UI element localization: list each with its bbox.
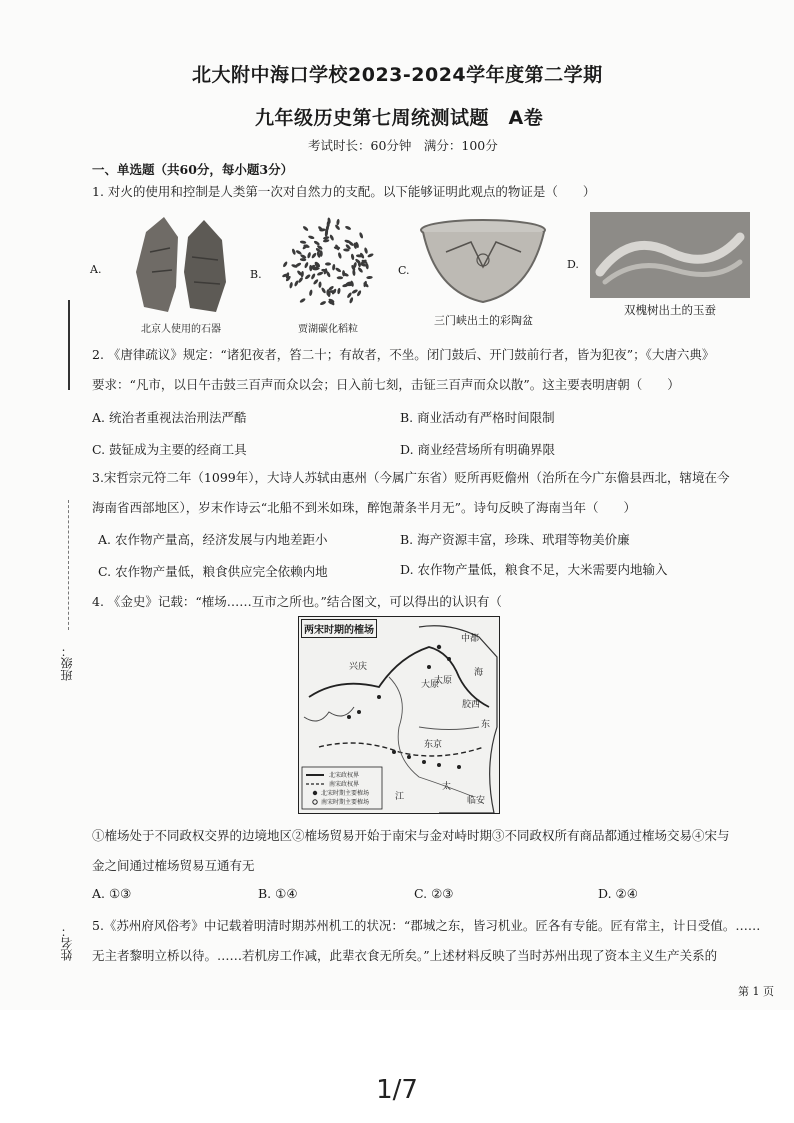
page-note: 第 1 页 xyxy=(738,985,774,998)
exam-info: 考试时长：60分钟 满分：100分 xyxy=(308,138,498,153)
q5-line-1: 5.《苏州府风俗考》中记载着明清时期苏州机工的状况：“郡城之东，皆习机业。匠各有专能。匠有常主，计日受值。…… xyxy=(92,918,761,933)
map-label-dong: 东 xyxy=(481,720,491,730)
class-label: 班级： xyxy=(60,645,74,681)
jade-silkworm-image xyxy=(590,212,750,298)
q2-line-1: 2. 《唐律疏议》规定：“诸犯夜者，笞二十；有故者，不坐。闭门鼓后、开门鼓前行者，皆为犯夜”；《大唐六典》 xyxy=(92,347,715,362)
legend-southern-song-markets: 南宋时期主要榷场 xyxy=(321,799,370,806)
q3-option-a: A. 农作物产量高，经济发展与内地差距小 xyxy=(98,532,328,547)
song-trade-markets-map xyxy=(298,616,500,814)
q3-option-b: B. 海产资源丰富，珍珠、玳瑁等物美价廉 xyxy=(400,532,630,547)
q1-option-c: C. xyxy=(398,264,410,277)
map-label-tai: 太 xyxy=(442,782,452,792)
q2-option-d: D. 商业经营场所有明确界限 xyxy=(400,442,556,457)
q3-option-d: D. 农作物产量低，粮食不足，大米需要内地输入 xyxy=(400,562,668,577)
q1-caption-b: 贾湖碳化稻粒 xyxy=(298,324,358,335)
q1-option-d: D. xyxy=(567,258,579,271)
map-label-linan: 临安 xyxy=(467,796,486,806)
map-label-jiang: 江 xyxy=(395,792,405,802)
q3-line-2: 海南省西部地区），岁末作诗云“北船不到米如珠，醉饱萧条半月无”。诗句反映了海南当年（ ） xyxy=(92,500,637,515)
q1-stem: 1. 对火的使用和控制是人类第一次对自然力的支配。以下能够证明此观点的物证是（ ） xyxy=(92,184,596,199)
margin-mark xyxy=(68,300,70,390)
q1-caption-a: 北京人使用的石器 xyxy=(141,324,221,335)
q3-option-c: C. 农作物产量低，粮食供应完全依赖内地 xyxy=(98,564,328,579)
q1-option-a: A. xyxy=(90,263,102,276)
q5-line-2: 无主者黎明立桥以待。……若机房工作减，此辈衣食无所矣。”上述材料反映了当时苏州出现了资本主义生产关系的 xyxy=(92,948,718,963)
stone-tool-image xyxy=(126,212,236,317)
page-counter: 1/7 xyxy=(376,1075,418,1105)
map-title: 两宋时期的榷场 xyxy=(301,619,377,638)
map-label-xingqing: 兴庆 xyxy=(349,662,368,672)
q4-option-a: A. ①③ xyxy=(92,886,132,901)
map-label-jiaoxi: 胶西 xyxy=(462,700,481,710)
q1-option-b: B. xyxy=(250,268,262,281)
q4-option-c: C. ②③ xyxy=(414,886,454,901)
map-label-hai: 海 xyxy=(474,668,484,678)
painted-pottery-basin-image xyxy=(416,212,551,310)
exam-title: 北大附中海口学校2023-2024学年度第二学期 xyxy=(192,64,603,86)
q1-caption-d: 双槐树出土的玉蚕 xyxy=(624,303,716,317)
q2-option-a: A. 统治者重视法治刑法严酷 xyxy=(92,410,247,425)
legend-northern-song-border: 北宋政权界 xyxy=(329,772,360,779)
name-label: 姓名： xyxy=(60,925,74,961)
q2-line-2: 要求：“凡市，以日午击鼓三百声而众以会；日入前七刻，击钲三百声而众以散”。这主要表明唐朝（ ） xyxy=(92,377,680,392)
map-label-taiyuan: 太原 xyxy=(434,676,453,686)
q4-option-d: D. ②④ xyxy=(598,886,638,901)
rice-grains-image xyxy=(278,212,378,317)
map-label-dongjing: 东京 xyxy=(424,740,443,750)
q1-caption-c: 三门峡出土的彩陶盆 xyxy=(434,314,533,327)
q2-option-b: B. 商业活动有严格时间限制 xyxy=(400,410,555,425)
class-fill-line xyxy=(68,500,70,630)
map-label-dayuan: 大原 xyxy=(421,680,440,690)
q3-line-1: 3.宋哲宗元符二年（1099年），大诗人苏轼由惠州（今属广东省）贬所再贬儋州（治所在今广东儋县西北，辖境在今 xyxy=(92,470,730,485)
section-heading: 一、单选题（共60分，每小题3分） xyxy=(92,162,294,177)
legend-southern-song-border: 南宋政权界 xyxy=(329,781,360,788)
q4-option-b: B. ①④ xyxy=(258,886,298,901)
q4-stem: 4. 《金史》记载：“榷场……互市之所也。”结合图文，可以得出的认识有（ xyxy=(92,594,502,609)
legend-northern-song-markets: 北宋时期主要榷场 xyxy=(321,790,370,797)
q4-statements-line-2: 金之间通过榷场贸易互通有无 xyxy=(92,858,255,873)
map-label-zhongdu: 中都 xyxy=(461,634,480,644)
exam-subtitle: 九年级历史第七周统测试题 A卷 xyxy=(255,107,544,129)
q4-statements-line-1: ①榷场处于不同政权交界的边境地区②榷场贸易开始于南宋与金对峙时期③不同政权所有商品都通过榷场交易④宋与 xyxy=(92,828,730,843)
q2-option-c: C. 鼓钲成为主要的经商工具 xyxy=(92,442,247,457)
